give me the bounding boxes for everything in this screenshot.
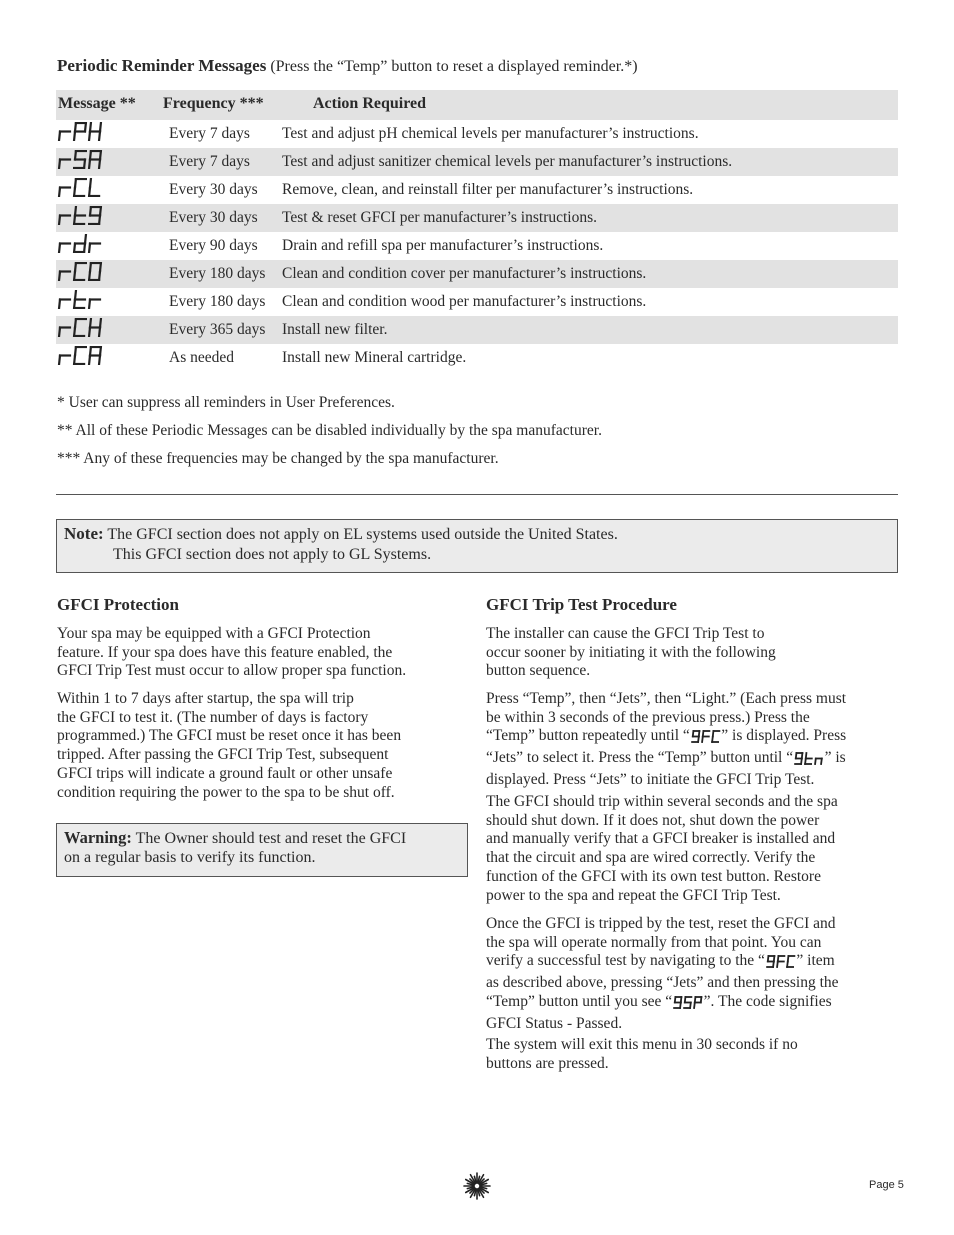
gfci-protection-para-2 bbox=[57, 690, 401, 802]
reminders-heading bbox=[57, 56, 638, 76]
text-line bbox=[486, 993, 839, 1015]
reminder-frequency: Every 30 days bbox=[169, 209, 258, 226]
table-row bbox=[56, 344, 898, 372]
text-fragment: ” is bbox=[824, 749, 846, 767]
footnote-2: ** All of these Periodic Messages can be disabled individually by the spa manufacturer. bbox=[57, 422, 602, 439]
text-line: programmed.) The GFCI must be reset once it has been bbox=[57, 727, 402, 745]
reminder-code bbox=[57, 122, 103, 146]
text-line: GFCI trips will indicate a ground fault or other unsafe bbox=[57, 764, 393, 782]
gfci-protection-heading: GFCI Protection bbox=[57, 595, 179, 614]
text-line bbox=[486, 749, 846, 771]
text-line: button sequence. bbox=[486, 662, 591, 680]
display-code-gsp bbox=[672, 996, 704, 1015]
text-fragment: ”. The code signifies bbox=[703, 992, 832, 1010]
reminders-title: Periodic Reminder Messages bbox=[57, 56, 267, 75]
table-row bbox=[56, 148, 898, 176]
reminder-code bbox=[57, 290, 103, 314]
text-line: Once the GFCI is tripped by the test, reset the GFCI and bbox=[486, 915, 836, 932]
text-line: Within 1 to 7 days after startup, the spa will trip bbox=[57, 690, 354, 707]
text-line: GFCI Trip Test must occur to allow proper spa function. bbox=[57, 662, 407, 680]
trip-test-para-2 bbox=[486, 690, 846, 790]
text-line: should shut down. If it does not, shut down the power bbox=[486, 811, 820, 829]
reminder-frequency: Every 365 days bbox=[169, 321, 266, 338]
text-fragment: ” is displayed. Press bbox=[721, 727, 847, 745]
footnote-1: * User can suppress all reminders in User Preferences. bbox=[57, 394, 395, 411]
text-fragment: verify a successful test by navigating to the “ bbox=[486, 952, 765, 970]
text-line: occur sooner by initiating it with the following bbox=[486, 643, 776, 661]
note-text-1: The GFCI section does not apply on EL systems used outside the United States. bbox=[103, 526, 618, 543]
reminder-frequency: Every 7 days bbox=[169, 153, 250, 170]
reminder-action: Install new filter. bbox=[282, 321, 388, 338]
warning-text-1: The Owner should test and reset the GFCI bbox=[131, 830, 407, 847]
table-row bbox=[56, 260, 898, 288]
reminder-action: Drain and refill spa per manufacturer’s instructions. bbox=[282, 237, 604, 254]
table-row bbox=[56, 176, 898, 204]
text-line: and manually verify that a GFCI breaker is installed and bbox=[486, 830, 836, 848]
note-label: Note: bbox=[64, 524, 104, 543]
reminder-action: Clean and condition cover per manufacturer’s instructions. bbox=[282, 265, 647, 282]
text-line: Your spa may be equipped with a GFCI Protection bbox=[57, 625, 371, 642]
footnote-3: *** Any of these frequencies may be changed by the spa manufacturer. bbox=[57, 450, 499, 467]
table-row bbox=[56, 232, 898, 260]
header-message: Message ** bbox=[58, 95, 136, 112]
text-line: displayed. Press “Jets” to initiate the GFCI Trip Test. bbox=[486, 770, 815, 788]
text-line: be within 3 seconds of the previous press.) Press the bbox=[486, 708, 810, 726]
table-row bbox=[56, 204, 898, 232]
trip-test-para-3 bbox=[486, 793, 838, 905]
text-fragment: ” item bbox=[796, 952, 835, 970]
text-line: the spa will operate normally from that point. You can bbox=[486, 933, 822, 951]
text-line: power to the spa and repeat the GFCI Trip Test. bbox=[486, 886, 781, 904]
trip-test-heading: GFCI Trip Test Procedure bbox=[486, 595, 677, 614]
text-line: the GFCI to test it. (The number of days is factory bbox=[57, 708, 369, 726]
header-action: Action Required bbox=[313, 95, 427, 112]
text-line bbox=[486, 727, 846, 749]
gfci-protection-para-1 bbox=[57, 625, 406, 681]
text-line: buttons are pressed. bbox=[486, 1054, 609, 1072]
text-line bbox=[486, 952, 839, 974]
note-box bbox=[56, 519, 898, 573]
text-line: The system will exit this menu in 30 seconds if no bbox=[486, 1036, 798, 1053]
reminder-code bbox=[57, 262, 103, 286]
trip-test-para-4 bbox=[486, 915, 839, 1033]
table-row bbox=[56, 288, 898, 316]
reminder-code bbox=[57, 318, 103, 342]
reminder-code bbox=[57, 150, 103, 174]
warning-line-2: on a regular basis to verify its function. bbox=[64, 849, 316, 866]
reminder-code bbox=[57, 346, 103, 370]
reminder-action: Install new Mineral cartridge. bbox=[282, 349, 467, 366]
reminder-frequency: Every 90 days bbox=[169, 237, 258, 254]
warning-label: Warning: bbox=[64, 828, 132, 847]
warning-line-1 bbox=[64, 828, 406, 848]
text-line: The GFCI should trip within several seconds and the spa bbox=[486, 793, 838, 810]
reminder-action: Test & reset GFCI per manufacturer’s instructions. bbox=[282, 209, 598, 226]
reminder-frequency: Every 30 days bbox=[169, 181, 258, 198]
note-line-2: This GFCI section does not apply to GL Systems. bbox=[113, 546, 432, 563]
reminder-code bbox=[57, 206, 103, 230]
reminder-action: Test and adjust pH chemical levels per manufacturer’s instructions. bbox=[282, 125, 699, 142]
text-line: GFCI Status - Passed. bbox=[486, 1014, 623, 1032]
section-divider bbox=[56, 494, 898, 495]
text-line: The installer can cause the GFCI Trip Test to bbox=[486, 625, 765, 642]
reminder-action: Test and adjust sanitizer chemical levels per manufacturer’s instructions. bbox=[282, 153, 733, 170]
table-row bbox=[56, 120, 898, 148]
display-code-gtn bbox=[793, 752, 825, 771]
reminder-frequency: As needed bbox=[169, 349, 234, 366]
trip-test-para-5 bbox=[486, 1036, 798, 1073]
warning-box bbox=[56, 823, 468, 877]
table-row bbox=[56, 316, 898, 344]
text-fragment: “Temp” button repeatedly until “ bbox=[486, 727, 690, 745]
table-header bbox=[56, 90, 898, 120]
text-fragment: “Jets” to select it. Press the “Temp” button until “ bbox=[486, 749, 794, 767]
trip-test-para-1 bbox=[486, 625, 776, 681]
text-line: feature. If your spa does have this feature enabled, the bbox=[57, 643, 393, 661]
reminder-code bbox=[57, 234, 103, 258]
starburst-logo-icon bbox=[463, 1172, 491, 1200]
reminders-table bbox=[56, 90, 898, 372]
text-fragment: “Temp” button until you see “ bbox=[486, 992, 673, 1010]
text-line: that the circuit and spa are wired correctly. Verify the bbox=[486, 849, 816, 867]
reminder-frequency: Every 180 days bbox=[169, 265, 266, 282]
text-line: condition requiring the power to the spa to be shut off. bbox=[57, 783, 395, 801]
text-line: as described above, pressing “Jets” and then pressing the bbox=[486, 974, 839, 992]
reminder-action: Remove, clean, and reinstall filter per manufacturer’s instructions. bbox=[282, 181, 694, 198]
page-number: Page 5 bbox=[869, 1179, 904, 1191]
header-frequency: Frequency *** bbox=[163, 95, 264, 112]
display-code-gfc bbox=[690, 730, 722, 749]
reminder-action: Clean and condition wood per manufacturer’s instructions. bbox=[282, 293, 647, 310]
reminder-code bbox=[57, 178, 103, 202]
display-code-gfc bbox=[765, 955, 797, 974]
reminder-frequency: Every 180 days bbox=[169, 293, 266, 310]
note-line-1 bbox=[64, 524, 618, 544]
text-line: function of the GFCI with its own test button. Restore bbox=[486, 867, 821, 885]
text-line: Press “Temp”, then “Jets”, then “Light.” (Each press must bbox=[486, 690, 847, 707]
text-line: tripped. After passing the GFCI Trip Test, subsequent bbox=[57, 746, 389, 764]
reminder-frequency: Every 7 days bbox=[169, 125, 250, 142]
reminders-subtitle: (Press the “Temp” button to reset a displayed reminder.*) bbox=[270, 58, 638, 75]
